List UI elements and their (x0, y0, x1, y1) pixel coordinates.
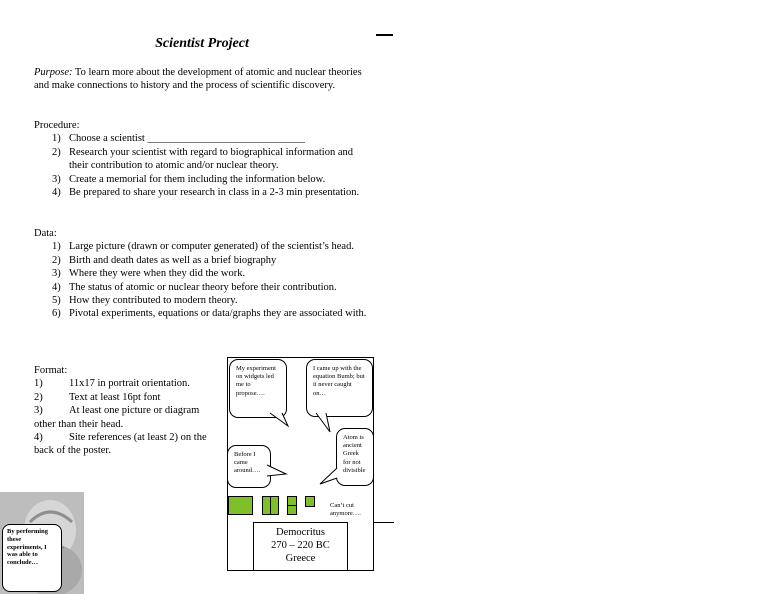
list-item (34, 186, 374, 199)
corner-dash (376, 34, 393, 36)
item-text: Where they were when they did the work. (69, 268, 246, 280)
item-text: Large picture (drawn or computer generated) of the scientist’s head. (69, 241, 354, 253)
scientist-name: Democritus (276, 527, 325, 538)
item-number: 2) (52, 254, 61, 266)
item-text: Text at least 16pt font (69, 391, 161, 403)
procedure-heading: Procedure: (34, 120, 80, 131)
item-text: Research your scientist with regard to biographical information and their contribution to atomic and/or nuclear theory. (69, 146, 353, 172)
scientist-info-box (253, 522, 348, 570)
block-divider (287, 505, 297, 506)
scientist-dates: 270 – 220 BC (271, 540, 330, 551)
item-number: 2) (34, 391, 43, 403)
list-item (34, 173, 374, 186)
purpose-label: Purpose: (34, 67, 73, 78)
green-block (228, 496, 253, 515)
list-item (34, 404, 219, 431)
photo-speech-bubble: By performing these experiments, I was able to conclude… (2, 524, 62, 592)
speech-bubble: Atom is ancient Greek for not divisible (336, 428, 374, 486)
item-text: Choose a scientist ______________________________ (69, 133, 305, 145)
page-title: Scientist Project (155, 36, 249, 51)
speech-bubble: My experiment on widgets led me to propose…. (229, 359, 287, 418)
list-item (34, 307, 374, 320)
item-number: 6) (52, 308, 61, 320)
list-item (34, 240, 374, 253)
block-divider (270, 496, 271, 515)
purpose-text: To learn more about the development of atomic and nuclear theories and make connections to history and the process of scientific discovery. (34, 67, 362, 92)
bubble-tail (266, 462, 288, 480)
item-number: 3) (52, 173, 61, 185)
speech-bubble: I came up with the equation Bumb; but it never caught on… (306, 359, 373, 417)
format-heading: Format: (34, 365, 68, 376)
list-item (34, 254, 374, 267)
item-text: Birth and death dates as well as a brief biography (69, 254, 277, 266)
bubble-tail (312, 412, 334, 434)
format-section (34, 364, 219, 458)
speech-bubble: Before I came around…. (227, 445, 271, 488)
item-number: 2) (52, 146, 61, 158)
item-text: 11x17 in portrait orientation. (69, 378, 190, 390)
item-number: 3) (34, 405, 43, 417)
item-text: Be prepared to share your research in class in a 2-3 min presentation. (69, 187, 360, 199)
list-item (34, 431, 219, 458)
item-number: 1) (52, 133, 61, 145)
item-text: At least one picture or diagram other than their head. (34, 405, 200, 430)
item-text: Create a memorial for them including the information below. (69, 173, 326, 185)
scientist-place: Greece (285, 553, 316, 564)
item-text: Pivotal experiments, equations or data/graphs they are associated with. (69, 308, 367, 320)
list-item (34, 281, 374, 294)
item-text: Site references (at least 2) on the back of the poster. (34, 432, 207, 457)
bubble-tail (318, 466, 338, 486)
item-number: 1) (34, 378, 43, 390)
item-number: 5) (52, 295, 61, 307)
item-text: The status of atomic or nuclear theory before their contribution. (69, 281, 337, 293)
green-block (305, 496, 315, 507)
list-item (34, 132, 374, 145)
divider-line (374, 522, 394, 523)
purpose-paragraph (34, 66, 369, 93)
procedure-section (34, 119, 374, 199)
item-number: 4) (52, 281, 61, 293)
list-item (34, 377, 219, 390)
data-section (34, 227, 374, 321)
item-number: 4) (52, 187, 61, 199)
item-number: 4) (34, 432, 43, 444)
item-number: 3) (52, 268, 61, 280)
item-number: 1) (52, 241, 61, 253)
poster-caption: Can’t cut anymore…. (330, 502, 361, 517)
list-item (34, 294, 374, 307)
data-heading: Data: (34, 228, 57, 239)
item-text: How they contributed to modern theory. (69, 295, 238, 307)
list-item (34, 391, 219, 404)
bubble-tail (268, 412, 292, 428)
list-item (34, 267, 374, 280)
list-item (34, 146, 374, 173)
